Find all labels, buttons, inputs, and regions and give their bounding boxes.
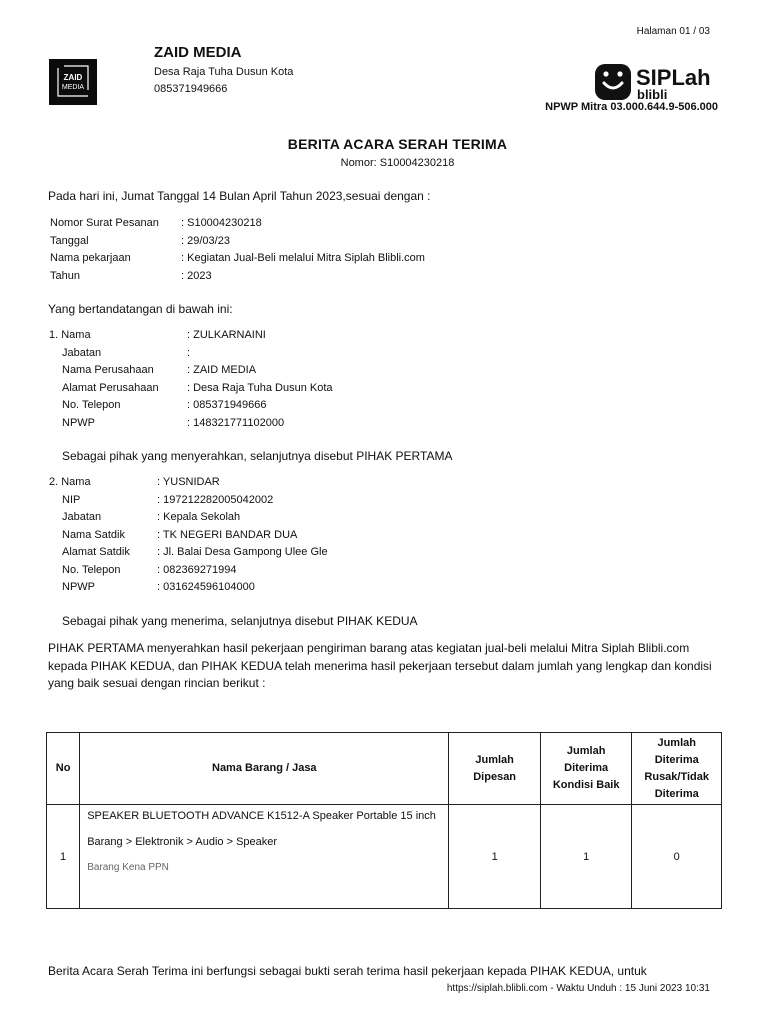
first-party-value: : 085371949666 [187, 399, 267, 411]
intro-text: Pada hari ini, Jumat Tanggal 14 Bulan April Tahun 2023,sesuai dengan : [48, 189, 431, 203]
first-party-label: 1. Nama [49, 329, 91, 341]
item-name: SPEAKER BLUETOOTH ADVANCE K1512-A Speaker Portable 15 inch [87, 810, 436, 822]
first-party-value: : 148321771102000 [187, 416, 285, 429]
header-no: No [47, 733, 80, 805]
handover-paragraph: PIHAK PERTAMA menyerahkan hasil pekerjaan pengiriman barang atas kegiatan jual-beli melalui Mitra Siplah Blibli.com kepada PIHAK KEDUA, dan PIHAK KEDUA telah menerima hasil pekerjaan tersebut dalam jumlah yang lengkap dan kondisi yang baik sesuai dengan rincian berikut : [48, 641, 712, 690]
second-party-label: No. Telepon [62, 563, 121, 576]
company-address: Desa Raja Tuha Dusun Kota [154, 66, 294, 78]
first-party-label: Nama Perusahaan [62, 364, 154, 376]
company-name: ZAID MEDIA [154, 44, 242, 61]
first-party-value: : ZAID MEDIA [187, 364, 257, 376]
second-party-label: NPWP [62, 581, 95, 593]
second-party-label: Nama Satdik [62, 528, 125, 541]
zaid-media-logo-mark [51, 62, 95, 102]
item-category: Barang > Elektronik > Audio > Speaker [87, 836, 278, 848]
items-table [46, 732, 722, 909]
first-party-value: : Desa Raja Tuha Dusun Kota [187, 381, 333, 394]
order-info-value: : 29/03/23 [181, 234, 230, 247]
order-info-label: Nomor Surat Pesanan [50, 217, 159, 229]
second-party-label: Alamat Satdik [62, 546, 130, 558]
second-party-label: Jabatan [62, 511, 102, 523]
company-logo [49, 59, 97, 105]
second-party-value: : Kepala Sekolah [157, 511, 241, 523]
first-party-value: : ZULKARNAINI [187, 329, 266, 341]
svg-text:MEDIA: MEDIA [61, 84, 85, 91]
row-received-good: 1 [540, 805, 632, 909]
first-party-label: No. Telepon [62, 399, 121, 411]
document-title: BERITA ACARA SERAH TERIMA [287, 136, 508, 152]
svg-text:ZAID: ZAID [63, 73, 83, 82]
item-tax-label: Barang Kena PPN [87, 862, 169, 873]
second-party-value: : TK NEGERI BANDAR DUA [157, 528, 298, 541]
order-info-label: Nama pekarjaan [50, 252, 131, 264]
header-ordered: Jumlah Dipesan [449, 733, 541, 805]
second-party-value: : 082369271994 [157, 563, 237, 576]
row-ordered: 1 [449, 805, 541, 909]
footer-source: https://siplah.blibli.com - Waktu Unduh : 15 Juni 2023 10:31 [446, 983, 710, 994]
order-info-value: : 2023 [181, 269, 212, 282]
second-party-label: NIP [62, 493, 81, 506]
document-number: Nomor: S10004230218 [340, 157, 455, 169]
first-party-value: : [187, 346, 191, 359]
npwp-mitra: NPWP Mitra 03.000.644.9-506.000 [545, 101, 718, 113]
header-received-good: Jumlah Diterima Kondisi Baik [540, 733, 632, 805]
row-item [80, 805, 449, 909]
header-damaged: Jumlah Diterima Rusak/Tidak Diterima [632, 733, 722, 805]
second-party-label: 2. Nama [49, 476, 91, 488]
row-no: 1 [47, 805, 80, 909]
row-damaged: 0 [632, 805, 722, 909]
order-info-label: Tanggal [50, 234, 89, 247]
table-header-row [47, 733, 722, 805]
table-row [47, 805, 722, 909]
blibli-brand-text: blibli [637, 87, 668, 102]
first-party-label: NPWP [62, 416, 95, 429]
signers-intro: Yang bertandatangan di bawah ini: [48, 302, 233, 316]
page-number: Halaman 01 / 03 [636, 26, 710, 37]
second-party-value: : 197212282005042002 [157, 493, 274, 506]
second-party-value: : YUSNIDAR [157, 476, 220, 488]
first-party-label: Alamat Perusahaan [62, 381, 159, 394]
header-item-name: Nama Barang / Jasa [80, 733, 449, 805]
siplah-blibli-logo [594, 62, 724, 102]
order-info-value: : S10004230218 [181, 217, 262, 229]
second-party-note: Sebagai pihak yang menerima, selanjutnya disebut PIHAK KEDUA [62, 614, 418, 628]
siplah-brand-text: SIPLah [636, 65, 711, 90]
order-info-label: Tahun [50, 269, 80, 282]
first-party-note: Sebagai pihak yang menyerahkan, selanjutnya disebut PIHAK PERTAMA [62, 449, 453, 463]
closing-text: Berita Acara Serah Terima ini berfungsi sebagai bukti serah terima hasil pekerjaan kepada PIHAK KEDUA, untuk [48, 964, 647, 978]
company-phone: 085371949666 [154, 83, 228, 95]
first-party-label: Jabatan [62, 346, 102, 359]
second-party-value: : Jl. Balai Desa Gampong Ulee Gle [157, 546, 328, 558]
second-party-value: : 031624596104000 [157, 581, 255, 593]
order-info-value: : Kegiatan Jual-Beli melalui Mitra Siplah Blibli.com [181, 252, 425, 264]
